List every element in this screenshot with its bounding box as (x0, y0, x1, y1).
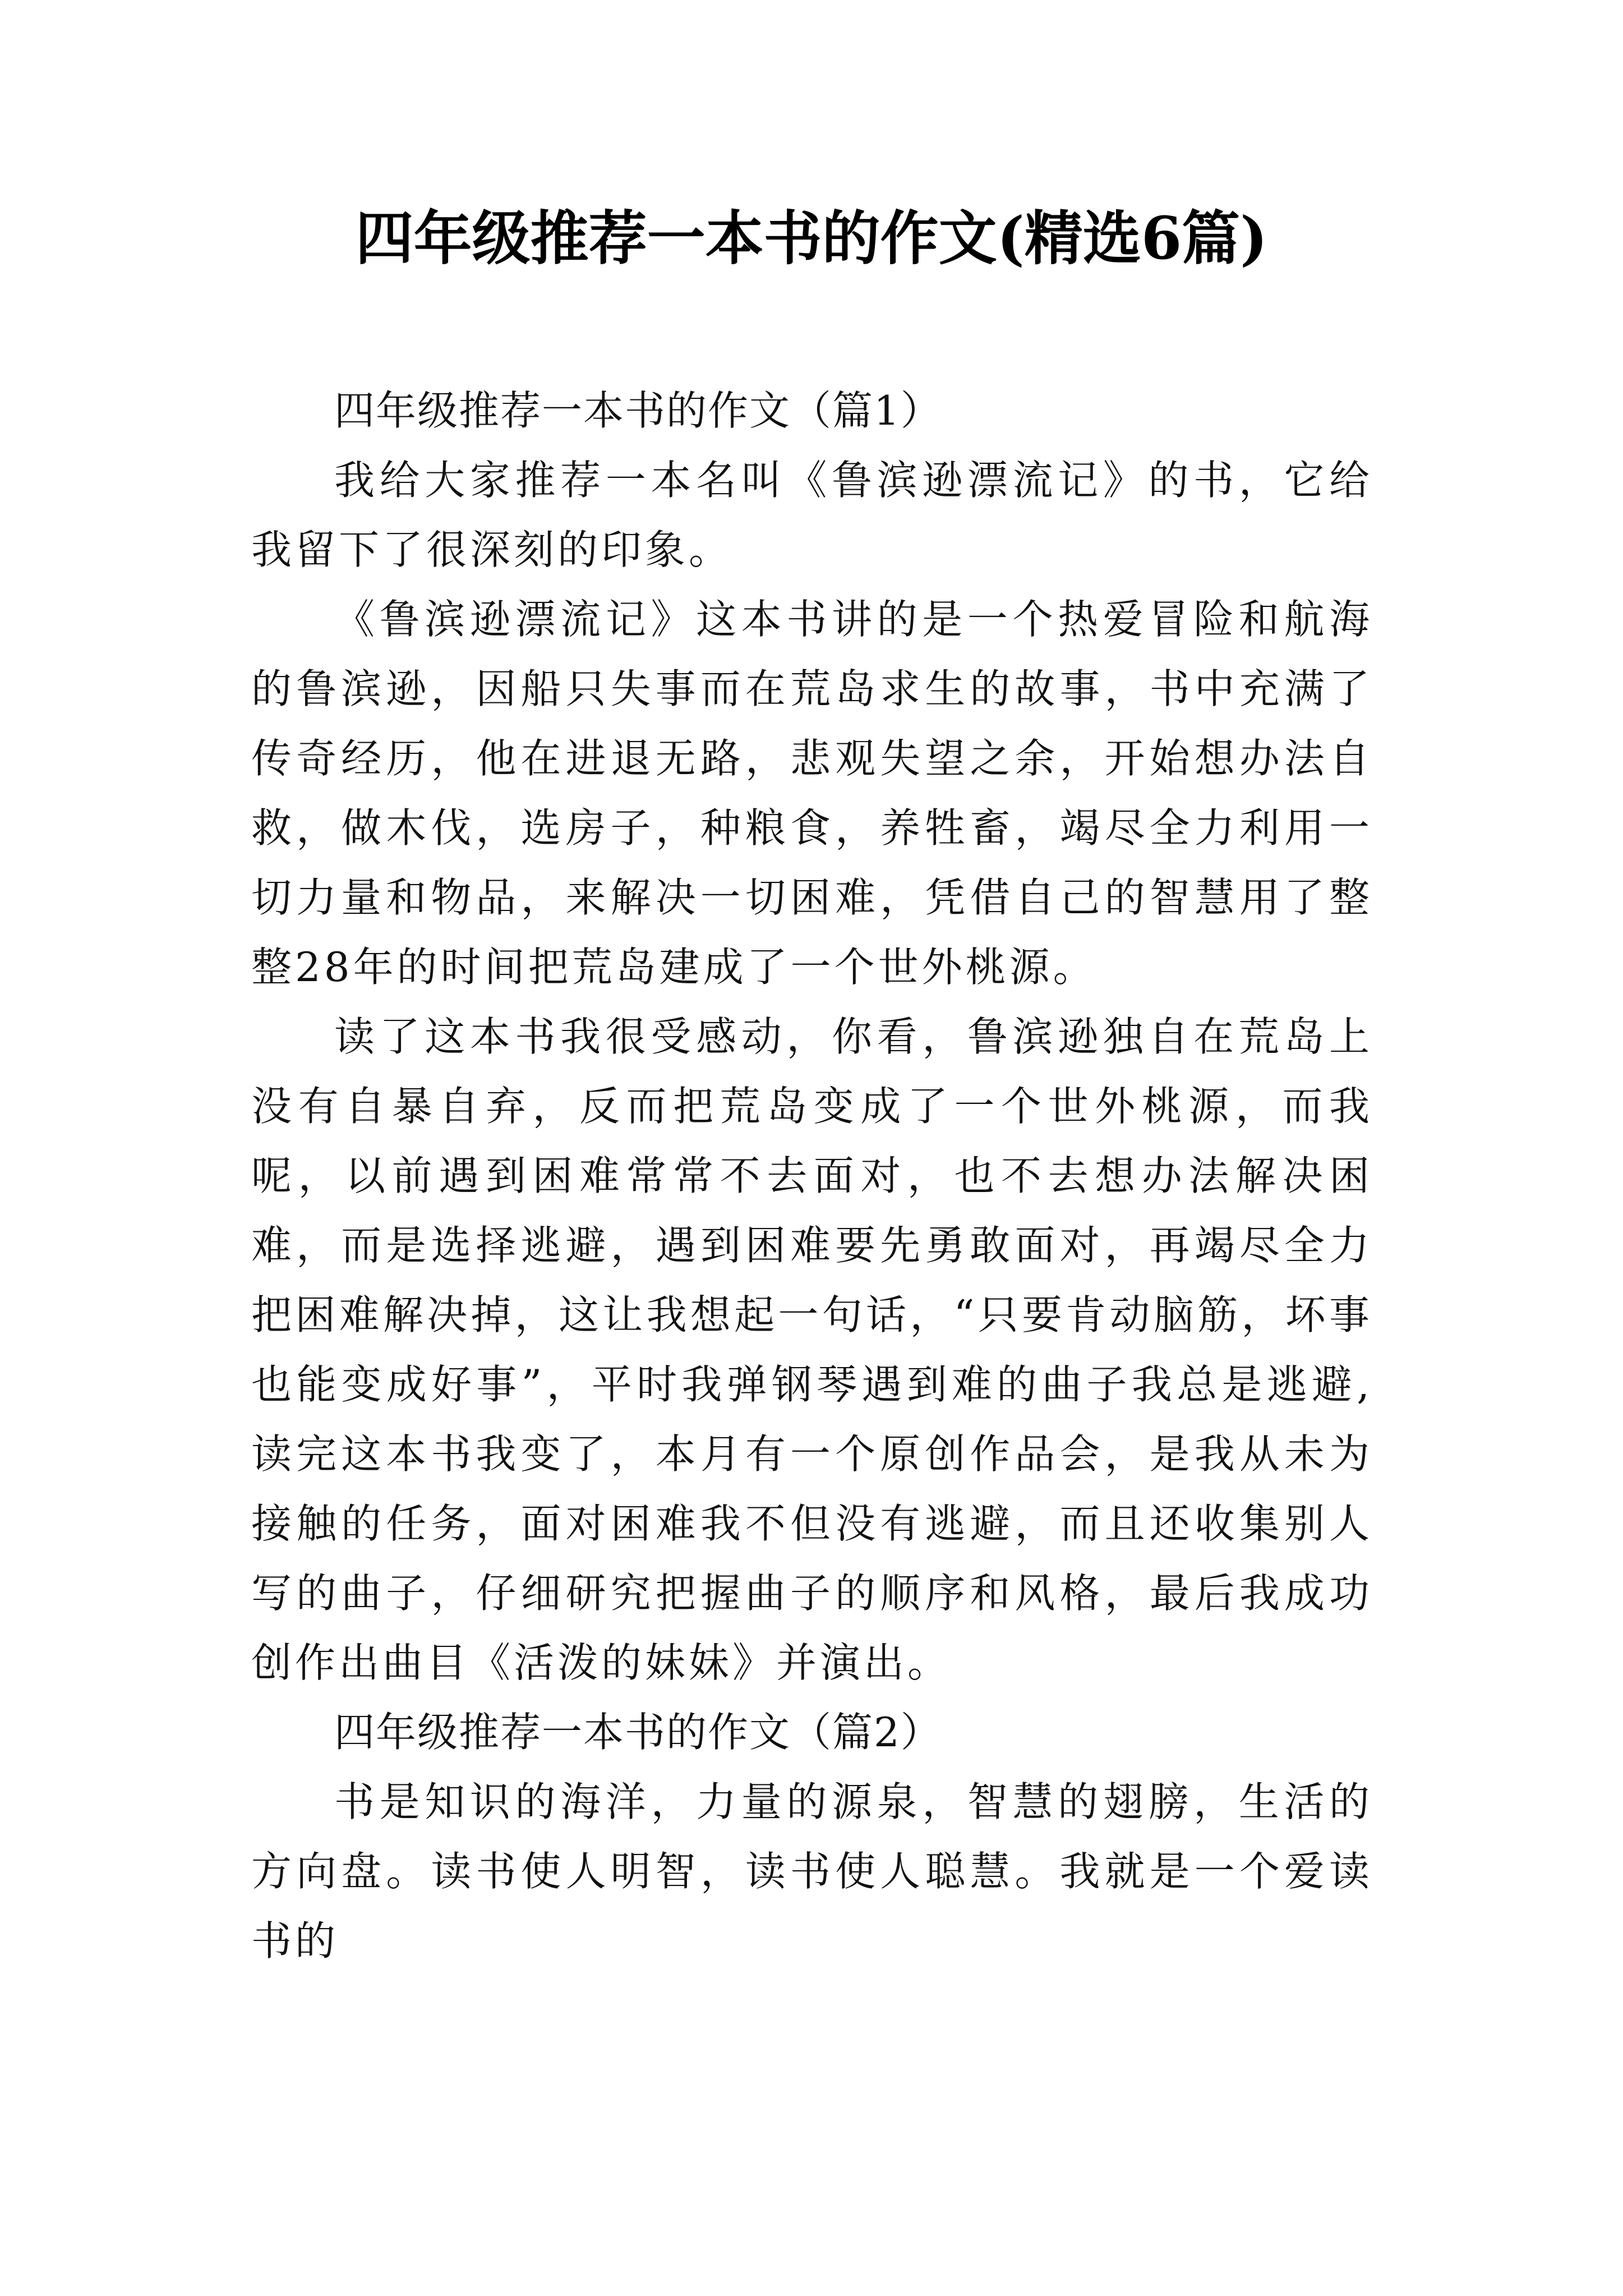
paragraph: 读了这本书我很受感动，你看，鲁滨逊独自在荒岛上没有自暴自弃，反而把荒岛变成了一个世外桃源，而我呢，以前遇到困难常常不去面对，也不去想办法解决困难，而是选择逃避，遇到困难要先勇敢面对，再竭尽全力把困难解决掉，这让我想起一句话，“只要肯动脑筋，坏事也能变成好事”，平时我弹钢琴遇到难的曲子我总是逃避,读完这本书我变了，本月有一个原创作品会，是我从未为接触的任务，面对困难我不但没有逃避，而且还收集别人写的曲子，仔细研究把握曲子的顺序和风格，最后我成功创作出曲目《活泼的妹妹》并演出。 (251, 1013, 1373, 1686)
section-heading: 四年级推荐一本书的作文（篇2） (334, 1709, 942, 1756)
document-title: 四年级推荐一本书的作文(精选6篇) (355, 204, 1268, 273)
paragraph: 书是知识的海洋，力量的源泉，智慧的翅膀，生活的方向盘。读书使人明智，读书使人聪慧。我就是一个爱读书的 (251, 1778, 1373, 1964)
document-body (251, 376, 1373, 1976)
paragraph: 我给大家推荐一本名叫《鲁滨逊漂流记》的书，它给我留下了很深刻的印象。 (251, 457, 1373, 573)
section-heading: 四年级推荐一本书的作文（篇1） (334, 387, 942, 434)
paragraph: 《鲁滨逊漂流记》这本书讲的是一个热爱冒险和航海的鲁滨逊，因船只失事而在荒岛求生的故事，书中充满了传奇经历，他在进退无路，悲观失望之余，开始想办法自救，做木伐，选房子，种粮食，养牲畜，竭尽全力利用一切力量和物品，来解决一切困难，凭借自己的智慧用了整整28年的时间把荒岛建成了一个世外桃源。 (251, 596, 1373, 991)
